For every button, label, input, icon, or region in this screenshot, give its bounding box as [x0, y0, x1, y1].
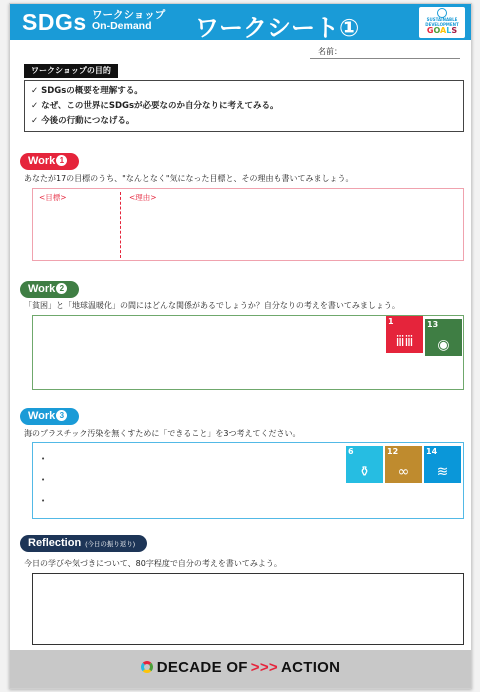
work3-question: 海のプラスチック汚染を無くすために「できること」を3つ考えてください。 [24, 429, 301, 438]
sdg1-no-poverty-icon: 1 ⅲⅲ [386, 316, 423, 353]
work1-number-badge: 1 [56, 155, 67, 166]
header-subtitle [92, 10, 165, 32]
work1-label: Work 1 [20, 153, 79, 170]
work2-number-badge: 2 [56, 283, 67, 294]
purpose-item: ✓ SDGsの概要を理解する。 [31, 86, 143, 96]
worksheet [9, 3, 472, 689]
sdg-wheel-icon [141, 661, 153, 673]
purpose-item: ✓ 今後の行動につなげる。 [31, 116, 135, 126]
work1-question: あなたが17の目標のうち、"なんとなく"気になった目標と、その理由も書いてみましょう。 [24, 174, 354, 183]
sdgs-goals-logo [419, 7, 465, 38]
work3-number-badge: 3 [56, 410, 67, 421]
sdg14-life-below-water-icon: 14 ≋ [424, 446, 461, 483]
reflection-label: Reflection (今日の振り返り) [20, 535, 147, 552]
sdg12-responsible-consumption-icon: 12 ∞ [385, 446, 422, 483]
work1-answer-box[interactable] [32, 188, 464, 261]
reflection-question: 今日の学びや気づきについて、80字程度で自分の考えを書いてみよう。 [24, 559, 282, 568]
purpose-box [24, 80, 464, 132]
footer-bar [10, 650, 471, 688]
header-sub-line2: On-Demand [92, 20, 152, 32]
work1-goal-column-label: <目標> [39, 193, 67, 202]
work3-bullet: • [41, 455, 46, 463]
work2-question: 「貧困」と「地球温暖化」の間にはどんな関係があるでしょうか？自分なりの考えを書いてみましょう。 [24, 301, 400, 310]
header-sdgs: SDGs [22, 9, 87, 35]
work3-bullet: • [41, 476, 46, 484]
name-field[interactable]: 名前： [310, 45, 460, 59]
header-sub-line1: ワークショップ [92, 9, 166, 21]
work1-dashed-divider [120, 192, 121, 258]
logo-caption: SUSTAINABLE DEVELOPMENT [425, 17, 459, 27]
reflection-answer-box[interactable] [32, 573, 464, 645]
work3-label: Work 3 [20, 408, 79, 425]
header-bar [10, 4, 471, 40]
sdg6-clean-water-icon: 6 ⚱ [346, 446, 383, 483]
sdg13-climate-action-icon: 13 ◉ [425, 319, 462, 356]
purpose-item: ✓ なぜ、この世界にSDGsが必要なのか自分なりに考えてみる。 [31, 101, 279, 111]
work3-answer-box[interactable] [32, 442, 464, 519]
work2-label: Work 2 [20, 281, 79, 298]
decade-of-action-logo: DECADE OF >>> ACTION [141, 659, 341, 676]
purpose-label: ワークショップの目的 [24, 64, 118, 78]
work1-reason-column-label: <理由> [129, 193, 157, 202]
work2-answer-box[interactable] [32, 315, 464, 390]
reflection-sublabel: (今日の振り返り) [85, 541, 136, 548]
logo-goals: GOALS [426, 26, 458, 35]
page-title: ワークシート① [195, 14, 360, 42]
work3-bullet: • [41, 497, 46, 505]
